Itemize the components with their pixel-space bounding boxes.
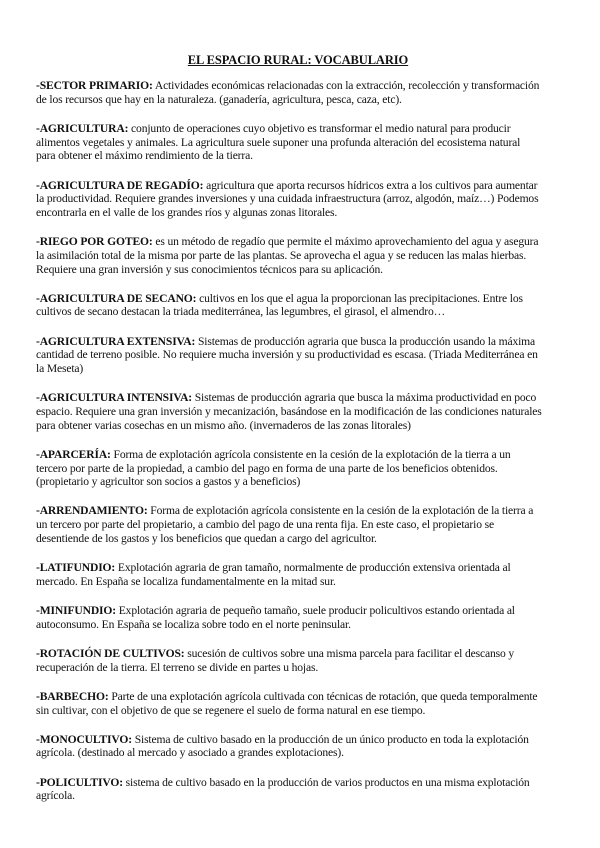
term: -AGRICULTURA: [36, 121, 129, 135]
definition: Explotación agraria de gran tamaño, normalmente de producción extensiva orientada al mercado. En España se localiza fundamentalmente en la mitad sur. [36, 561, 511, 588]
term: -POLICULTIVO: [36, 775, 123, 789]
vocabulary-entry [36, 733, 542, 760]
term: -ARRENDAMIENTO: [36, 504, 148, 518]
vocabulary-entry [36, 504, 542, 545]
definition: sistema de cultivo basado en la producción de varios productos en una misma explotación agrícola. [36, 775, 530, 803]
definition: Actividades económicas relacionadas con la extracción, recolección y transformación de los recursos que hay en la naturaleza. (ganadería, agricultura, pesca, caza, etc). [36, 79, 540, 106]
definition: sucesión de cultivos sobre una misma parcela para facilitar el descanso y recuperación de la tierra. El terreno se divide en partes u hojas. [36, 646, 515, 674]
definition: Forma de explotación agrícola consistente en la cesión de la explotación de la tierra a un tercero por parte del propietario, a cambio del pago de una renta fija. En este caso, el propietario se desentiende de los gastos y los beneficios que quedan a cargo del agricultor. [36, 504, 534, 545]
vocabulary-entry [36, 235, 542, 276]
definition: Sistemas de producción agraria que busca la producción usando la máxima cantidad de terreno posible. No requiere mucha inversión y su productividad es escasa. (Triada Mediterránea en la Meseta) [36, 334, 538, 376]
term: -MONOCULTIVO: [36, 732, 132, 746]
definition: es un método de regadío que permite el máximo aprovechamiento del agua y asegura la asimilación total de la misma por parte de las plantas. Se aprovecha el agua y se reducen las malas hierbas. Requiere una gran inversión y sus conocimientos técnicos para su aplicación. [36, 235, 539, 276]
vocabulary-entry [36, 292, 542, 319]
definition: Explotación agraria de pequeño tamaño, suele producir policultivos estando orientada al autoconsumo. En España se localiza sobre todo en el norte peninsular. [36, 603, 515, 631]
term: -RIEGO POR GOTEO: [36, 235, 153, 249]
vocabulary-entry [36, 776, 542, 803]
vocabulary-entry [36, 448, 542, 489]
term: -LATIFUNDIO: [36, 561, 116, 575]
term: -ROTACIÓN DE CULTIVOS: [36, 646, 185, 660]
vocabulary-entry [36, 335, 542, 376]
term: -AGRICULTURA INTENSIVA: [36, 391, 193, 405]
definition: Sistema de cultivo basado en la producción de un único producto en toda la explotación agrícola. (destinado al mercado y asociado a grandes explotaciones). [36, 732, 529, 760]
term: -AGRICULTURA EXTENSIVA: [36, 334, 196, 348]
definition: agricultura que aporta recursos hídricos extra a los cultivos para aumentar la productividad. Requiere grandes inversiones y una cuidada infraestructura (arroz, algodón, maíz…) Podemos encontrarla en el valle de los grandes ríos y algunas zonas litorales. [36, 178, 539, 219]
term: -AGRICULTURA DE SECANO: [36, 291, 197, 305]
document-title: EL ESPACIO RURAL: VOCABULARIO [187, 53, 409, 67]
term: -SECTOR PRIMARIO: [36, 79, 153, 92]
vocabulary-entry [36, 604, 542, 631]
term: -APARCERÍA: [36, 447, 111, 461]
term: -AGRICULTURA DE REGADÍO: [36, 178, 204, 192]
vocabulary-entry [36, 122, 542, 163]
definition: Forma de explotación agrícola consistente en la cesión de la explotación de la tierra a un tercero por parte de la propiedad, a cambio del pago en forma de una parte de los beneficios obtenidos. (propietario y agricultor son socios a gastos y a beneficios) [36, 447, 511, 489]
vocabulary-entry [36, 391, 542, 432]
vocabulary-entry [36, 690, 542, 717]
term: -MINIFUNDIO: [36, 603, 116, 617]
vocabulary-entry [36, 79, 542, 106]
vocabulary-entry [36, 647, 542, 674]
definition: cultivos en los que el agua la proporcionan las precipitaciones. Entre los cultivos de secano destacan la triada mediterránea, las legumbres, el girasol, el almendro… [36, 291, 523, 319]
vocabulary-entry [36, 561, 542, 588]
vocabulary-entry [36, 179, 542, 220]
definition: Parte de una explotación agrícola cultivada con técnicas de rotación, que queda temporalmente sin cultivar, con el objetivo de que se regenere el suelo de forma natural en ese tiempo. [36, 689, 538, 717]
definition: conjunto de operaciones cuyo objetivo es transformar el medio natural para producir alimentos vegetales y animales. La agricultura suele suponer una profunda alteración del ecosistema natural para obtener el máximo rendimiento de la tierra. [36, 121, 521, 163]
term: -BARBECHO: [36, 689, 109, 703]
definition: Sistemas de producción agraria que busca la máxima productividad en poco espacio. Requiere una gran inversión y mecanización, basándose en la modificación de las condiciones naturales para obtener varias cosechas en un mismo año. (invernaderos de las zonas litorales) [36, 391, 542, 432]
vocabulary-list [36, 79, 542, 803]
